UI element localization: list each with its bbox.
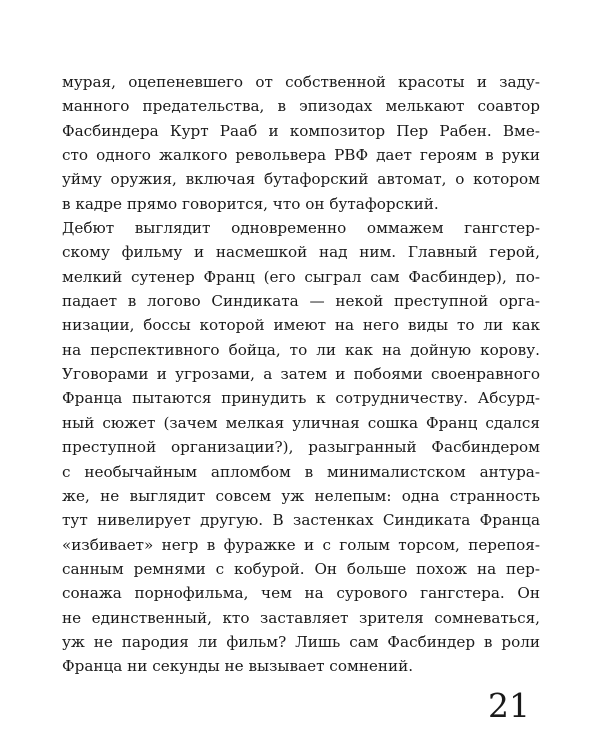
text-line-6: в кадре прямо говорится, что он бутафорский.	[62, 194, 439, 213]
text-line-22: сонажа порнофильма, чем на сурового гангстера. Он	[62, 584, 540, 603]
text-line-1: мурая, оцепеневшего от собственной красоты и заду-	[62, 73, 540, 91]
text-line-23: не единственный, кто заставляет зрителя сомневаться,	[62, 608, 540, 627]
text-line-5: уйму оружия, включая бутафорский автомат, о котором	[62, 170, 540, 189]
text-line-9: мелкий сутенер Франц (его сыграл сам Фасбиндер), по-	[62, 267, 540, 286]
text-line-19: тут нивелирует другую. В застенках Синдиката Франца	[62, 511, 540, 530]
text-line-17: с необычайным апломбом в минималистском антура-	[62, 462, 540, 481]
text-line-2: манного предательства, в эпизодах мелькают соавтор	[62, 97, 540, 116]
text-line-18: же, не выглядит совсем уж нелепым: одна странность	[62, 486, 540, 505]
text-line-11: низации, боссы которой имеют на него виды то ли как	[62, 316, 540, 335]
text-line-12: на перспективного бойца, то ли как на дойную корову.	[62, 340, 540, 359]
text-line-15: ный сюжет (зачем мелкая уличная сошка Франц сдался	[62, 413, 540, 432]
text-line-13: Уговорами и угрозами, а затем и побоями своенравного	[62, 365, 540, 384]
text-line-8: скому фильму и насмешкой над ним. Главный герой,	[62, 243, 540, 262]
text-line-7: Дебют выглядит одновременно оммажем гангстер-	[62, 219, 540, 238]
text-line-4: сто одного жалкого револьвера РВФ дает героям в руки	[62, 146, 540, 165]
text-line-24: уж не пародия ли фильм? Лишь сам Фасбиндер в роли	[62, 632, 540, 651]
text-line-14: Франца пытаются принудить к сотрудничеству. Абсурд-	[62, 389, 540, 408]
text-line-25: Франца ни секунды не вызывает сомнений.	[62, 657, 414, 676]
text-line-3: Фасбиндера Курт Рааб и композитор Пер Рабен. Вме-	[62, 121, 540, 140]
text-line-16: преступной организации?), разыгранный Фасбиндером	[62, 438, 540, 457]
text-line-20: «избивает» негр в фуражке и с голым торсом, перепоя-	[62, 535, 540, 554]
body-text	[62, 70, 540, 679]
text-line-10: падает в логово Синдиката — некой преступной орга-	[62, 292, 540, 311]
page-number: 21	[488, 686, 530, 725]
text-line-21: санным ремнями с кобурой. Он больше похож на пер-	[62, 559, 540, 578]
